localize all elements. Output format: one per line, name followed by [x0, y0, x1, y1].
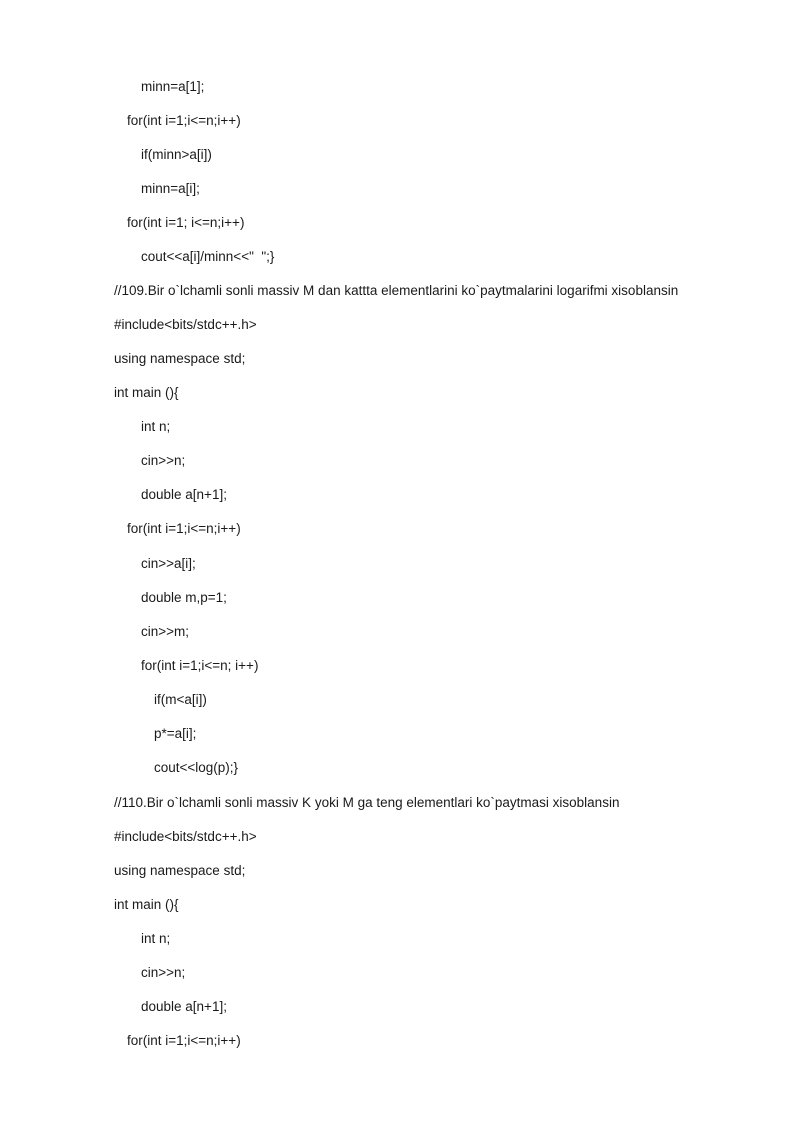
comment-heading-109: //109.Bir o`lchamli sonli massiv M dan kattta elementlarini ko`paytmalarini logarifmi xisoblansin — [114, 283, 679, 298]
comment-heading-110: //110.Bir o`lchamli sonli massiv K yoki M ga teng elementlari ko`paytmasi xisoblansin — [114, 795, 620, 810]
code-line: for(int i=1;i<=n; i++) — [141, 658, 259, 673]
code-line: double a[n+1]; — [141, 999, 227, 1014]
code-line: int n; — [141, 419, 171, 434]
code-line: if(m<a[i]) — [154, 692, 207, 707]
code-line: int main (){ — [114, 897, 179, 912]
code-line: cin>>a[i]; — [141, 556, 196, 571]
code-line: cin>>m; — [141, 624, 190, 639]
code-line: #include<bits/stdc++.h> — [114, 317, 257, 332]
code-line: int main (){ — [114, 385, 179, 400]
code-line: cout<<log(p);} — [154, 760, 239, 775]
code-line: double m,p=1; — [141, 590, 227, 605]
code-line: cin>>n; — [141, 453, 186, 468]
code-line: using namespace std; — [114, 351, 246, 366]
code-line: p*=a[i]; — [154, 726, 197, 741]
code-line: minn=a[1]; — [141, 79, 205, 94]
code-line: for(int i=1;i<=n;i++) — [127, 113, 241, 128]
code-line: #include<bits/stdc++.h> — [114, 829, 257, 844]
code-line: int n; — [141, 931, 171, 946]
code-line: cin>>n; — [141, 965, 186, 980]
code-line: for(int i=1;i<=n;i++) — [127, 521, 241, 536]
code-line: double a[n+1]; — [141, 487, 227, 502]
code-line: for(int i=1;i<=n;i++) — [127, 1033, 241, 1048]
code-line: if(minn>a[i]) — [141, 147, 212, 162]
code-line: for(int i=1; i<=n;i++) — [127, 215, 245, 230]
code-line: using namespace std; — [114, 863, 246, 878]
code-line: minn=a[i]; — [141, 181, 200, 196]
code-line: cout<<a[i]/minn<<" ";} — [141, 249, 275, 264]
